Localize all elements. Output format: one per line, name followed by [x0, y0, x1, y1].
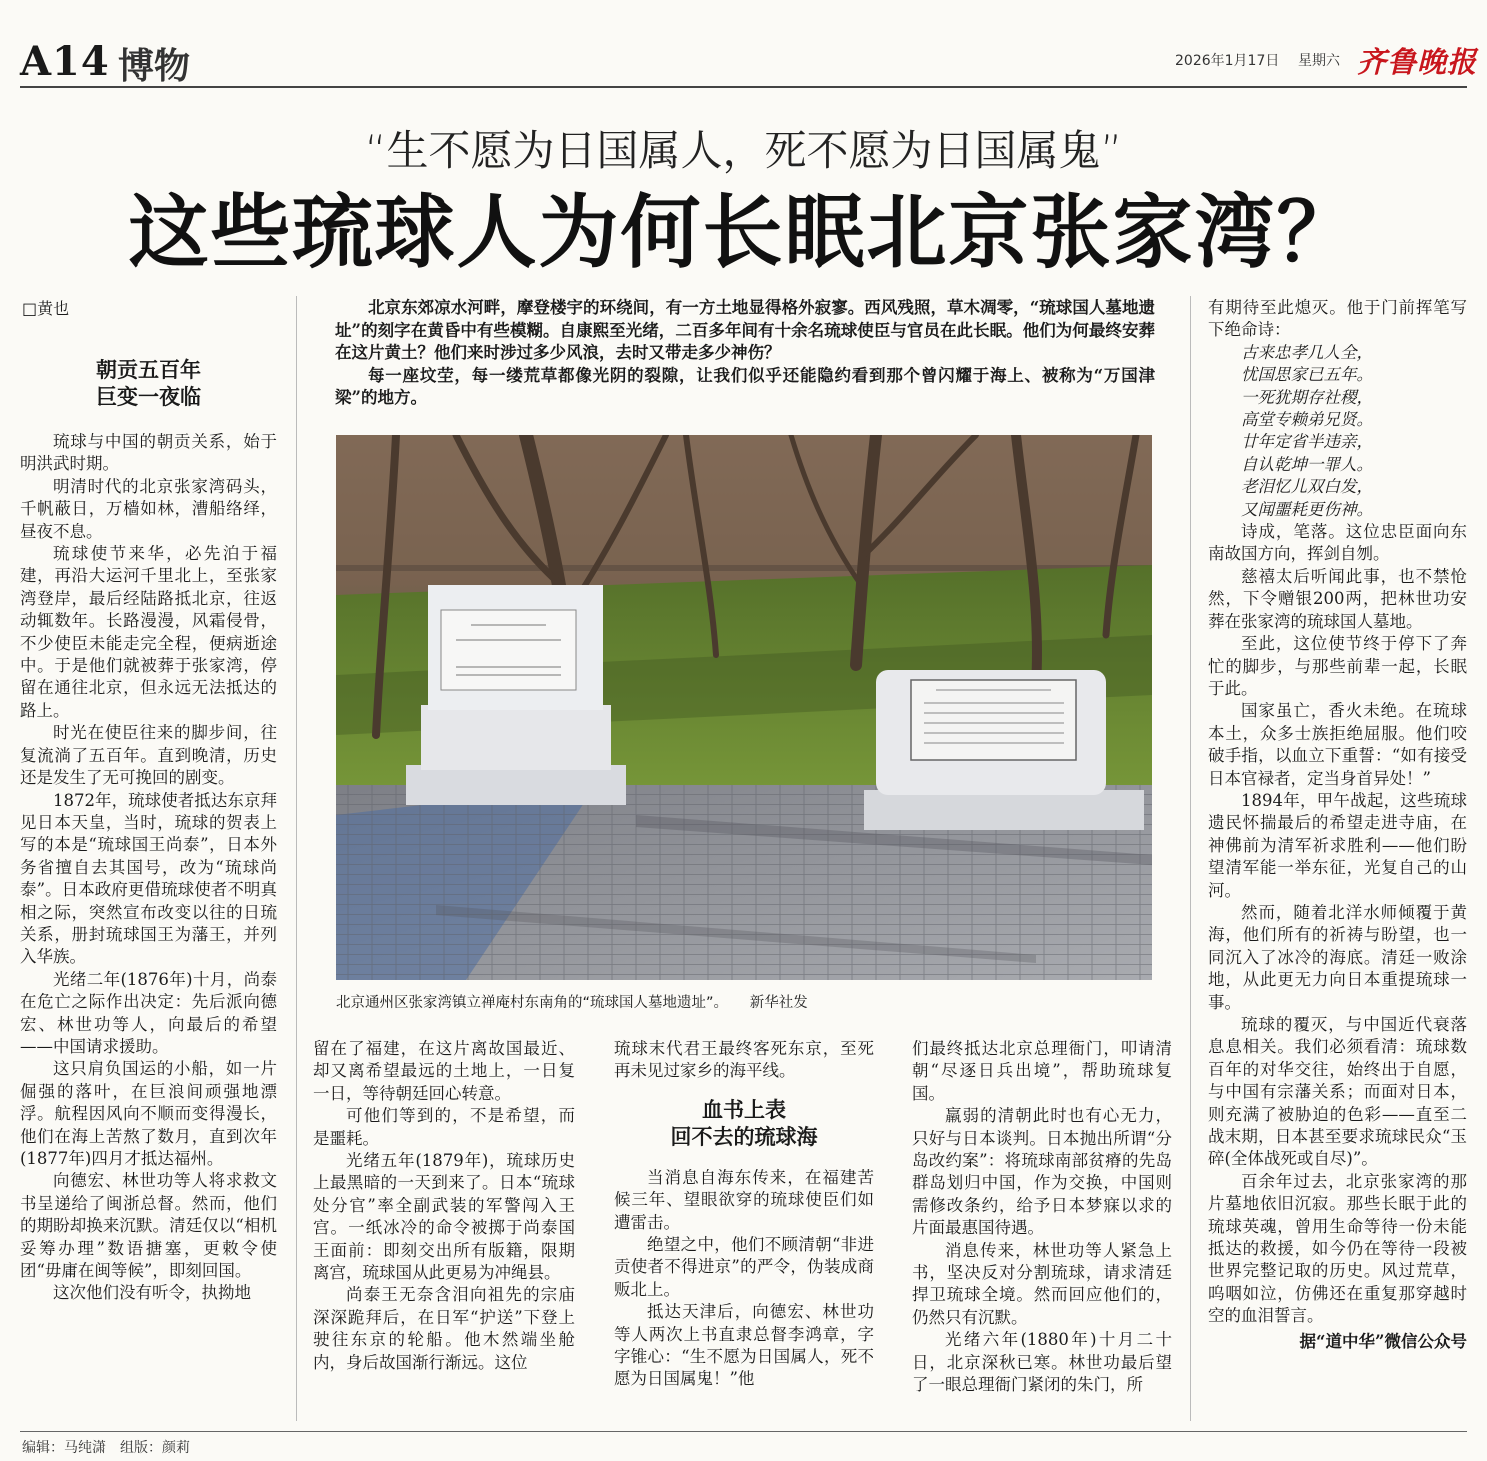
poem-line: 自认乾坤一罪人。 [1241, 454, 1373, 474]
photo-caption: 北京通州区张家湾镇立禅庵村东南角的“琉球国人墓地遗址”。 新华社发 [336, 995, 808, 1011]
poem-line: 高堂专赖弟兄贤。 [1241, 410, 1373, 430]
paragraph: 时光在使臣往来的脚步间，往复流淌了五百年。直到晚清，历史还是发生了无可挽回的剧变。 [20, 723, 277, 788]
paragraph: 国家虽亡，香火未绝。在琉球本土，众多士族拒绝屈服。他们咬破手指，以血立下重誓：“如有接受日本官禄者，定当身首异处！” [1208, 701, 1467, 788]
article-headline: 这些琉球人为何长眠北京张家湾？ [128, 185, 1359, 279]
paragraph: 琉球末代君王最终客死东京，至死再未见过家乡的海平线。 [614, 1039, 874, 1081]
paragraph: 这只肩负国运的小船，如一片倔强的落叶，在巨浪间顽强地漂浮。航程因风向不顺而变得漫长，他们在海上苦熬了数月，直到次年(1877年)四月才抵达福州。 [20, 1059, 277, 1168]
paragraph: 光绪二年(1876年)十月，尚泰在危亡之际作出决定：先后派向德宏、林世功等人，向最后的希望——中国请求援助。 [20, 969, 277, 1056]
paragraph: 这次他们没有听令，执拗地 [53, 1283, 251, 1303]
paragraph: 可他们等到的，不是希望，而是噩耗。 [313, 1106, 575, 1148]
article-column-3 [614, 1038, 874, 1391]
paragraph: 明清时代的北京张家湾码头，千帆蔽日，万樯如林，漕船络绎，昼夜不息。 [20, 476, 277, 541]
poem-line: 古来忠孝几人全， [1241, 342, 1373, 362]
intro-paragraph: 每一座坟茔，每一缕荒草都像光阴的裂隙，让我们似乎还能隐约看到那个曾闪耀于海上、被称为“万国津梁”的地方。 [335, 365, 1155, 408]
paragraph: 诗成，笔落。这位忠臣面向东南故国方向，挥剑自刎。 [1208, 522, 1467, 564]
farewell-poem [1208, 342, 1467, 521]
paragraph: 们最终抵达北京总理衙门，叩请清朝“尽逐日兵出境”，帮助琉球复国。 [912, 1039, 1172, 1103]
poem-line: 忧国思家已五年。 [1241, 365, 1373, 385]
paragraph: 百余年过去，北京张家湾的那片墓地依旧沉寂。那些长眠于此的琉球英魂，曾用生命等待一份未能抵达的救援，如今仍在等待一段被世界完整记取的历史。风过荒草，呜咽如泣，仿佛还在重复那穿越时空的血泪誓言。 [1208, 1171, 1467, 1326]
issue-weekday: 星期六 [1298, 53, 1340, 69]
article-source: 据“道中华”微信公众号 [1299, 1331, 1467, 1351]
paragraph: 向德宏、林世功等人将求救文书呈递给了闽浙总督。然而，他们的期盼却换来沉默。清廷仅以“相机妥筹办理”数语搪塞，更敕令使团“毋庸在闽等候”，即刻回国。 [20, 1171, 277, 1281]
newspaper-masthead-logo: 齐鲁晚报 [1357, 45, 1478, 79]
paragraph: 绝望之中，他们不顾清朝“非进贡使者不得进京”的严令，伪装成商贩北上。 [614, 1235, 874, 1299]
subhead-2 [614, 1097, 874, 1151]
paragraph: 慈禧太后听闻此事，也不禁怆然，下令赠银200两，把林世功安葬在张家湾的琉球国人墓地。 [1208, 566, 1467, 631]
paragraph: 消息传来，林世功等人紧急上书，坚决反对分割琉球，请求清廷捍卫琉球全境。然而回应他们的，仍然只有沉默。 [912, 1240, 1172, 1327]
paragraph: 光绪五年(1879年)，琉球历史上最黑暗的一天到来了。日本“琉球处分官”率全副武装的军警闯入王宫。一纸冰冷的命令被掷于尚泰国王面前：即刻交出所有版籍，限期离宫，琉球国从此更易为冲绳县。 [313, 1151, 575, 1283]
subhead-2-line-2: 回不去的琉球海 [670, 1124, 818, 1149]
issue-date: 2026年1月17日 [1175, 53, 1280, 69]
paragraph: 抵达天津后，向德宏、林世功等人两次上书直隶总督李鸿章，字字锥心：“生不愿为日国属人，死不愿为日国属鬼！”他 [614, 1302, 874, 1389]
subhead-1-line-2: 巨变一夜临 [96, 385, 201, 409]
column-separator [1190, 296, 1191, 1421]
article-column-4 [912, 1038, 1172, 1397]
header-rule [20, 86, 1467, 88]
paragraph: 1872年，琉球使者抵达东京拜见日本天皇，当时，琉球的贺表上写的本是“琉球国王尚泰”，日本外务省擅自去其国号，改为“琉球尚泰”。日本政府更借琉球使者不明真相之际，突然宣布改变以往的日琉关系，册封琉球国王为藩王，并列入华族。 [20, 790, 277, 967]
poem-line: 一死犹期存社稷， [1241, 387, 1373, 407]
paragraph: 然而，随着北洋水师倾覆于黄海，他们所有的祈祷与盼望，也一同沉入了冰冷的海底。清廷一败涂地，从此更无力向日本重提琉球一事。 [1208, 902, 1467, 1012]
article-byline: □黄也 [22, 299, 70, 318]
poem-line: 老泪忆儿双白发， [1241, 477, 1373, 497]
paragraph: 琉球使节来华，必先泊于福建，再沿大运河千里北上，至张家湾登岸，最后经陆路抵北京，往返动辄数年。长路漫漫，风霜侵骨，不少使臣未能走完全程，便病逝途中。于是他们就被葬于张家湾，停留在通往北京，但永远无法抵达的路上。 [20, 544, 277, 720]
article-column-1 [20, 357, 277, 1305]
paragraph: 1894年，甲午战起，这些琉球遗民怀揣最后的希望走进寺庙，在神佛前为清军祈求胜利——他们盼望清军能一举东征，光复自己的山河。 [1208, 790, 1467, 900]
intro-paragraph: 北京东郊凉水河畔，摩登楼宇的环绕间，有一方土地显得格外寂寥。西风残照，草木凋零，“琉球国人墓地遗址”的刻字在黄昏中有些模糊。自康熙至光绪，二百多年间有十余名琉球使臣与官员在此长眠。他们为何最终安葬在这片黄土？他们来时涉过多少风浪，去时又带走多少神伤？ [335, 298, 1155, 363]
article-kicker: “生不愿为日国属人，死不愿为日国属鬼” [364, 126, 1123, 175]
page-number: A14 [20, 38, 110, 85]
subhead-2-line-1: 血书上表 [702, 1097, 786, 1122]
section-title: 博物 [118, 45, 191, 87]
paragraph: 琉球与中国的朝贡关系，始于明洪武时期。 [20, 432, 277, 474]
poem-line: 又闻噩耗更伤神。 [1241, 499, 1373, 519]
article-intro [335, 297, 1155, 410]
article-column-5 [1208, 297, 1467, 1353]
paragraph: 羸弱的清朝此时也有心无力，只好与日本谈判。日本抛出所谓“分岛改约案”：将琉球南部贫瘠的先岛群岛划归中国，作为交换，中国则需修改条约，给予日本梦寐以求的片面最惠国待遇。 [912, 1106, 1172, 1238]
column-separator [296, 296, 297, 1421]
paragraph: 至此，这位使节终于停下了奔忙的脚步，与那些前辈一起，长眠于此。 [1208, 634, 1467, 698]
paragraph: 光绪六年(1880年)十月二十日，北京深秋已寒。林世功最后望了一眼总理衙门紧闭的朱门，所 [912, 1330, 1172, 1395]
article-column-2 [313, 1038, 575, 1374]
paragraph: 尚泰王无奈含泪向祖先的宗庙深深跪拜后，在日军“护送”下登上驶往东京的轮船。他木然端坐舱内，身后故国渐行渐远。这位 [313, 1285, 575, 1372]
subhead-1 [20, 357, 277, 411]
subhead-1-line-1: 朝贡五百年 [96, 358, 201, 382]
footer-rule [20, 1431, 1467, 1432]
paragraph: 留在了福建，在这片离故国最近、却又离希望最远的土地上，一日复一日，等待朝廷回心转意。 [313, 1039, 575, 1103]
paragraph: 当消息自海东传来，在福建苦候三年、望眼欲穿的琉球使臣们如遭雷击。 [614, 1167, 874, 1232]
paragraph: 琉球的覆灭，与中国近代衰落息息相关。我们必须看清：琉球数百年的对华交往，始终出于自愿，与中国有宗藩关系；而面对日本，则充满了被胁迫的色彩——直至二战末期，日本甚至要求琉球民众“玉碎(全体战死或自尽)”。 [1208, 1015, 1467, 1169]
editor-credit: 编辑：马纯潇 组版：颜莉 [22, 1440, 190, 1456]
paragraph: 有期待至此熄灭。他于门前挥笔写下绝命诗： [1208, 298, 1467, 340]
cemetery-site-photo [336, 435, 1152, 980]
poem-line: 廿年定省半违亲， [1241, 432, 1373, 452]
